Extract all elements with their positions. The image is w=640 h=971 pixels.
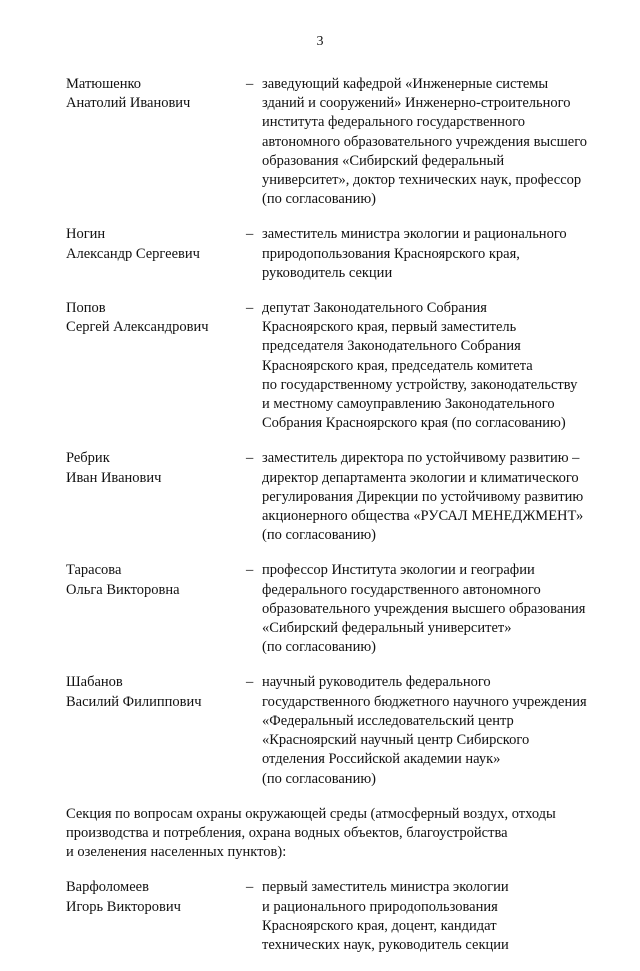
member-position: [262, 75, 616, 209]
member-entry: [66, 75, 616, 209]
member-position-line: директор департамента экологии и климатического: [262, 469, 579, 486]
member-position-line: природопользования Красноярского края,: [262, 245, 520, 262]
member-position-line: образовательного учреждения высшего образования: [262, 600, 586, 617]
member-name-line: Тарасова: [66, 562, 122, 579]
member-name-line: Варфоломеев: [66, 879, 149, 896]
dash-separator: –: [246, 879, 254, 896]
member-position-line: «Сибирский федеральный университет»: [262, 620, 512, 637]
member-position-line: и местному самоуправлению Законодательного: [262, 396, 555, 413]
member-position-line: отделения Российской академии наук»: [262, 751, 501, 768]
member-position: [262, 878, 616, 955]
member-position-line: (по согласованию): [262, 770, 376, 787]
member-position-line: регулирования Дирекции по устойчивому развитию: [262, 488, 584, 505]
member-position-line: (по согласованию): [262, 639, 376, 656]
member-position-line: технических наук, руководитель секции: [262, 936, 509, 953]
member-position: [262, 449, 616, 545]
member-position-line: автономного образовательного учреждения высшего: [262, 133, 588, 150]
dash-separator: –: [246, 674, 254, 691]
member-position-line: федерального государственного автономного: [262, 581, 541, 598]
dash-separator: –: [246, 450, 254, 467]
member-position-line: по государственному устройству, законодательству: [262, 376, 578, 393]
member-position-line: государственного бюджетного научного учреждения: [262, 693, 587, 710]
dash-separator: –: [246, 76, 254, 92]
dash-separator: –: [246, 300, 254, 317]
member-entry: [66, 673, 616, 788]
section-heading-line: и озеленения населенных пунктов):: [66, 844, 287, 861]
dash-separator: –: [246, 226, 254, 243]
member-name-line: Александр Сергеевич: [66, 245, 200, 262]
member-name-line: Ребрик: [66, 450, 110, 467]
member-position-line: Красноярского края, доцент, кандидат: [262, 917, 497, 934]
member-list: [66, 75, 616, 789]
section-member-list: [66, 878, 616, 955]
member-entry: [66, 299, 616, 433]
member-position-line: зданий и сооружений» Инженерно-строительного: [262, 95, 571, 112]
member-position-line: первый заместитель министра экологии: [262, 879, 509, 896]
member-entry: [66, 449, 616, 545]
member-name: [66, 75, 246, 209]
dash-separator: –: [246, 562, 254, 579]
member-name-line: Попов: [66, 300, 106, 317]
member-entry: [66, 225, 616, 283]
member-entry: [66, 878, 616, 955]
member-position-line: акционерного общества «РУСАЛ МЕНЕДЖМЕНТ»: [262, 508, 584, 525]
member-position-line: научный руководитель федерального: [262, 674, 491, 691]
member-position: [262, 299, 616, 433]
section-heading: [66, 805, 616, 863]
member-position: [262, 561, 616, 657]
member-position-line: Красноярского края, председатель комитета: [262, 357, 533, 374]
member-name: [66, 225, 246, 283]
member-name: [66, 673, 246, 788]
member-name-line: Ольга Викторовна: [66, 581, 180, 598]
member-name: [66, 449, 246, 545]
member-name-line: Василий Филиппович: [66, 693, 202, 710]
member-position-line: заведующий кафедрой «Инженерные системы: [262, 76, 549, 92]
member-name-line: Анатолий Иванович: [66, 95, 191, 112]
member-position-line: руководитель секции: [262, 264, 393, 281]
member-name-line: Иван Иванович: [66, 469, 162, 486]
document-body: [66, 75, 616, 971]
member-position: [262, 225, 616, 283]
member-position-line: профессор Института экологии и географии: [262, 562, 535, 579]
member-name-line: Матюшенко: [66, 76, 142, 92]
member-position-line: председателя Законодательного Собрания: [262, 338, 521, 355]
member-name-line: Игорь Викторович: [66, 898, 181, 915]
member-name: [66, 299, 246, 433]
member-name-line: Ногин: [66, 226, 106, 243]
member-position-line: заместитель министра экологии и рационального: [262, 226, 567, 243]
member-position-line: «Красноярский научный центр Сибирского: [262, 732, 530, 749]
member-entry: [66, 561, 616, 657]
member-position-line: Красноярского края, первый заместитель: [262, 319, 517, 336]
member-position-line: «Федеральный исследовательский центр: [262, 712, 514, 729]
member-position-line: (по согласованию): [262, 527, 376, 544]
section-heading-line: производства и потребления, охрана водных объектов, благоустройства: [66, 824, 508, 841]
member-position-line: института федерального государственного: [262, 114, 526, 131]
member-position-line: (по согласованию): [262, 191, 376, 208]
member-name: [66, 561, 246, 657]
member-position-line: образования «Сибирский федеральный: [262, 152, 505, 169]
section-heading-line: Секция по вопросам охраны окружающей среды (атмосферный воздух, отходы: [66, 805, 556, 822]
member-name: [66, 878, 246, 955]
member-position-line: и рационального природопользования: [262, 898, 498, 915]
page-number: 3: [316, 34, 324, 49]
member-name-line: Шабанов: [66, 674, 123, 691]
member-position-line: депутат Законодательного Собрания: [262, 300, 487, 317]
member-name-line: Сергей Александрович: [66, 319, 209, 336]
member-position-line: заместитель директора по устойчивому развитию –: [262, 450, 580, 467]
member-position: [262, 673, 616, 788]
member-position-line: университет», доктор технических наук, профессор: [262, 172, 582, 189]
member-position-line: Собрания Красноярского края (по согласованию): [262, 415, 566, 432]
